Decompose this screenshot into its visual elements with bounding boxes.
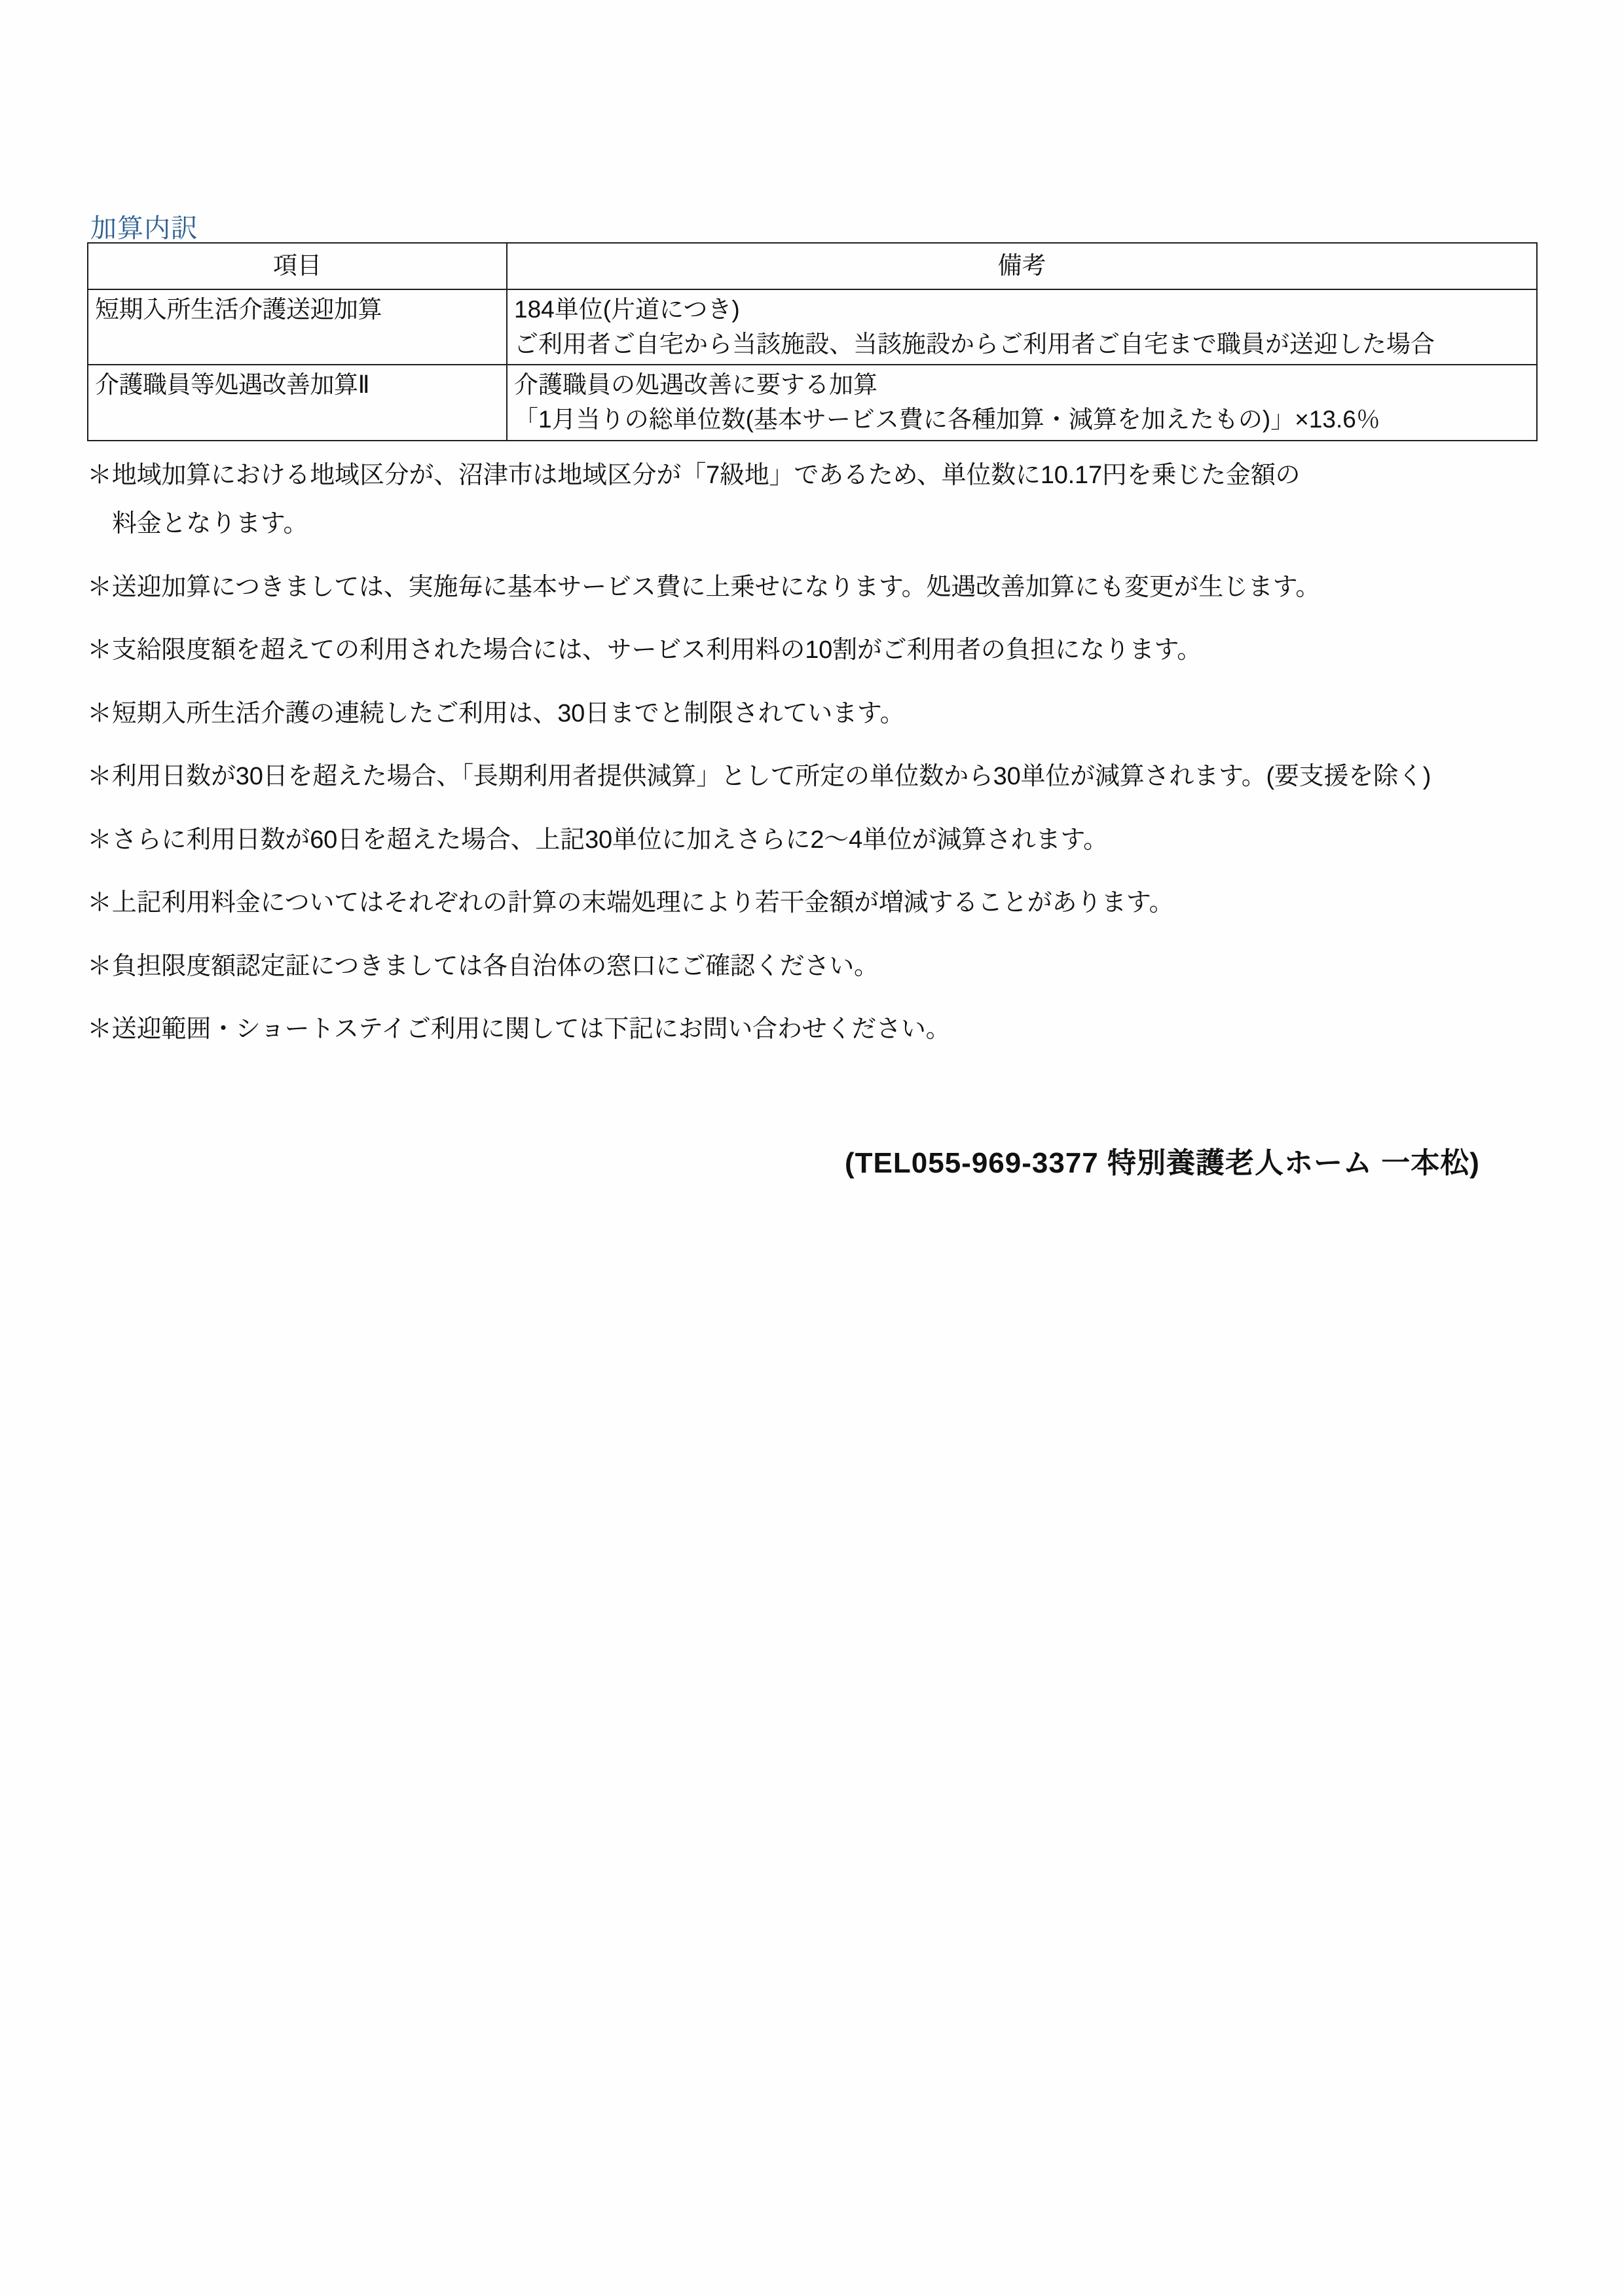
note-item: ＊上記利用料金についてはそれぞれの計算の末端処理により若干金額が増減することがあります。 [87, 889, 1174, 917]
note-item: ＊短期入所生活介護の連続したご利用は、30日までと制限されています。 [87, 699, 905, 727]
note-line: 「1月当りの総単位数(基本サービス費に各種加算・減算を加えたもの)」×13.6％ [514, 406, 1380, 433]
table-row [88, 289, 1537, 365]
contact-info: (TEL055-969-3377 特別養護老人ホーム 一本松) [845, 1147, 1480, 1179]
column-header-item: 項目 [88, 243, 507, 289]
note-item: ＊さらに利用日数が60日を超えた場合、上記30単位に加えさらに2～4単位が減算されます。 [87, 826, 1108, 854]
notes-list [87, 458, 1567, 1075]
note-item-continuation: 料金となります。 [112, 510, 308, 538]
note-item: ＊利用日数が30日を超えた場合、「長期利用者提供減算」として所定の単位数から30単位が減算されます。(要支援を除く) [87, 763, 1431, 791]
cell-note [507, 365, 1537, 441]
note-item: ＊負担限度額認定証につきましては各自治体の窓口にご確認ください。 [87, 952, 879, 980]
note-line: 184単位(片道につき) [514, 295, 740, 323]
section-heading: 加算内訳 [90, 214, 198, 243]
note-item: ＊送迎範囲・ショートステイご利用に関しては下記にお問い合わせください。 [87, 1015, 951, 1043]
cell-note [507, 289, 1537, 365]
note-item: ＊送迎加算につきましては、実施毎に基本サービス費に上乗せになります。処遇改善加算にも変更が生じます。 [87, 573, 1321, 601]
note-line: ご利用者ご自宅から当該施設、当該施設からご利用者ご自宅まで職員が送迎した場合 [514, 330, 1435, 357]
column-header-note: 備考 [507, 243, 1537, 289]
note-line: 介護職員の処遇改善に要する加算 [514, 371, 877, 399]
table-row [88, 365, 1537, 441]
note-item: ＊地域加算における地域区分が、沼津市は地域区分が「7級地」であるため、単位数に10.17円を乗じた金額の [87, 462, 1301, 489]
cell-item-name: 介護職員等処遇改善加算Ⅱ [88, 365, 507, 441]
table-header-row [88, 243, 1537, 289]
cell-item-name: 短期入所生活介護送迎加算 [88, 289, 507, 365]
addon-breakdown-table [87, 242, 1538, 441]
note-item: ＊支給限度額を超えての利用された場合には、サービス利用料の10割がご利用者の負担になります。 [87, 636, 1202, 665]
